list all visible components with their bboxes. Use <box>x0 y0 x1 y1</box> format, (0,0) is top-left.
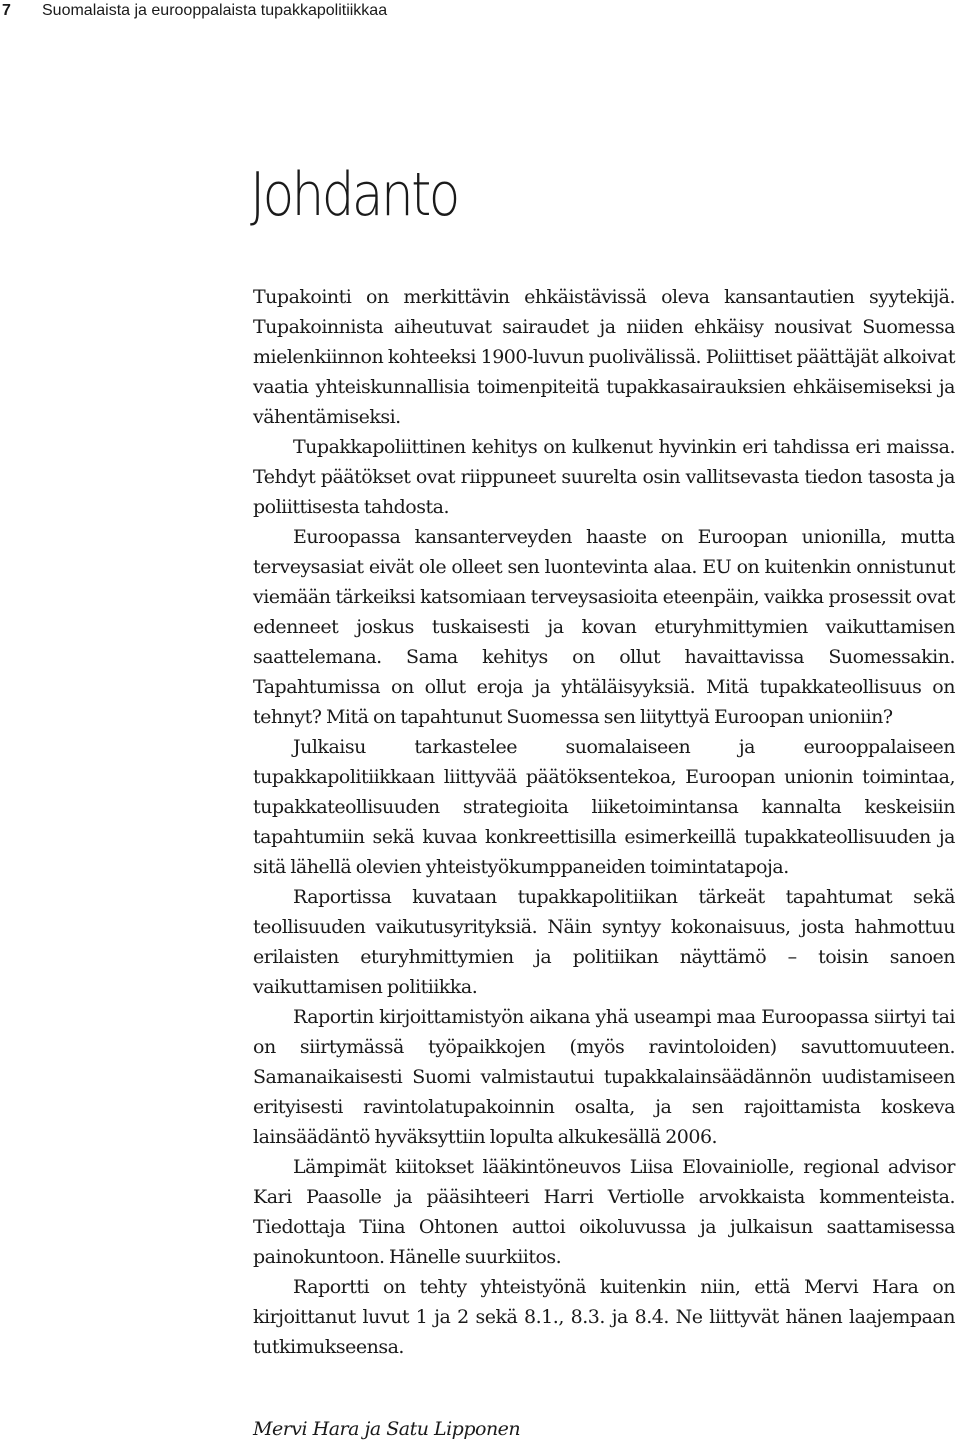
chapter-title: Johdanto <box>250 160 458 230</box>
running-header <box>0 0 387 22</box>
paragraph-scope: Julkaisu tarkastelee suomalaiseen ja eurooppalaiseen tupakkapolitiikkaan liittyvää päätöksentekoa, Euroopan unionin toimintaa, tupakkateollisuuden strategioita liiketoimintansa kannalta keskeisiin tapahtumiin sekä kuvaa konkreettisilla esimerkeillä tupakkateollisuuden ja sitä lähellä olevien yhteistyökumppaneiden toimintatapoja. <box>253 736 955 878</box>
paragraph-authorship: Raportti on tehty yhteistyönä kuitenkin niin, että Mervi Hara on kirjoittanut luvut 1 ja 2 sekä 8.1., 8.3. ja 8.4. Ne liittyvät hänen laajempaan tutkimukseensa. <box>253 1276 955 1358</box>
paragraph-intro: Tupakointi on merkittävin ehkäistävissä oleva kansantautien syytekijä. Tupakoinnista aiheutuvat sairaudet ja niiden ehkäisy nousivat Suomessa mielenkiinnon kohteeksi 1900-luvun puolivälissä. Poliittiset päättäjät alkoivat vaatia yhteiskunnallisia toimenpiteitä tupakkasairauksien ehkäisemiseksi ja vähentämiseksi. <box>253 286 955 428</box>
paragraph-report: Raportissa kuvataan tupakkapolitiikan tärkeät tapahtumat sekä teollisuuden vaikutusyrityksiä. Näin syntyy kokonaisuus, josta hahmottuu erilaisten eturyhmittymien ja politiikan näyttämö – toisin sanoen vaikuttamisen politiikka. <box>253 886 955 998</box>
paragraph-acknowledgements: Lämpimät kiitokset lääkintöneuvos Liisa Elovainiolle, regional advisor Kari Paasolle ja pääsihteeri Harri Vertiolle arvokkaista kommenteista. Tiedottaja Tiina Ohtonen auttoi oikoluvussa ja julkaisun saattamisessa painokuntoon. Hänelle suurkiitos. <box>253 1156 955 1268</box>
body-text <box>253 282 955 1362</box>
page-number: 7 <box>2 2 11 19</box>
paragraph-development: Tupakkapoliittinen kehitys on kulkenut hyvinkin eri tahdissa eri maissa. Tehdyt päätökset ovat riippuneet suurelta osin vallitsevasta tiedon tasosta ja poliittisesta tahdosta. <box>253 436 955 518</box>
running-header-title: Suomalaista ja eurooppalaista tupakkapolitiikkaa <box>42 2 388 19</box>
author-signature: Mervi Hara ja Satu Lipponen <box>253 1418 521 1440</box>
paragraph-eu: Euroopassa kansanterveyden haaste on Euroopan unionilla, mutta terveysasiat eivät ole olleet sen luontevinta alaa. EU on kuitenkin onnistunut viemään tärkeiksi katsomiaan terveysasioita eteenpäin, vaikka prosessit ovat edenneet joskus tuskaisesti ja kovan eturyhmittymien vaikuttamisen saattelemana. Sama kehitys on ollut havaittavissa Suomessakin. Tapahtumissa on ollut eroja ja yhtäläisyyksiä. Mitä tupakkateollisuus on tehnyt? Mitä on tapahtunut Suomessa sen liityttyä Euroopan unioniin? <box>253 526 955 728</box>
paragraph-legislation: Raportin kirjoittamistyön aikana yhä useampi maa Euroopassa siirtyi tai on siirtymässä työpaikkojen (myös ravintoloiden) savuttomuuteen. Samanaikaisesti Suomi valmistautui tupakkalainsäädännön uudistamiseen erityisesti ravintolatupakoinnin osalta, ja sen rajoittamista koskeva lainsäädäntö hyväksyttiin lopulta alkukesällä 2006. <box>253 1006 955 1148</box>
